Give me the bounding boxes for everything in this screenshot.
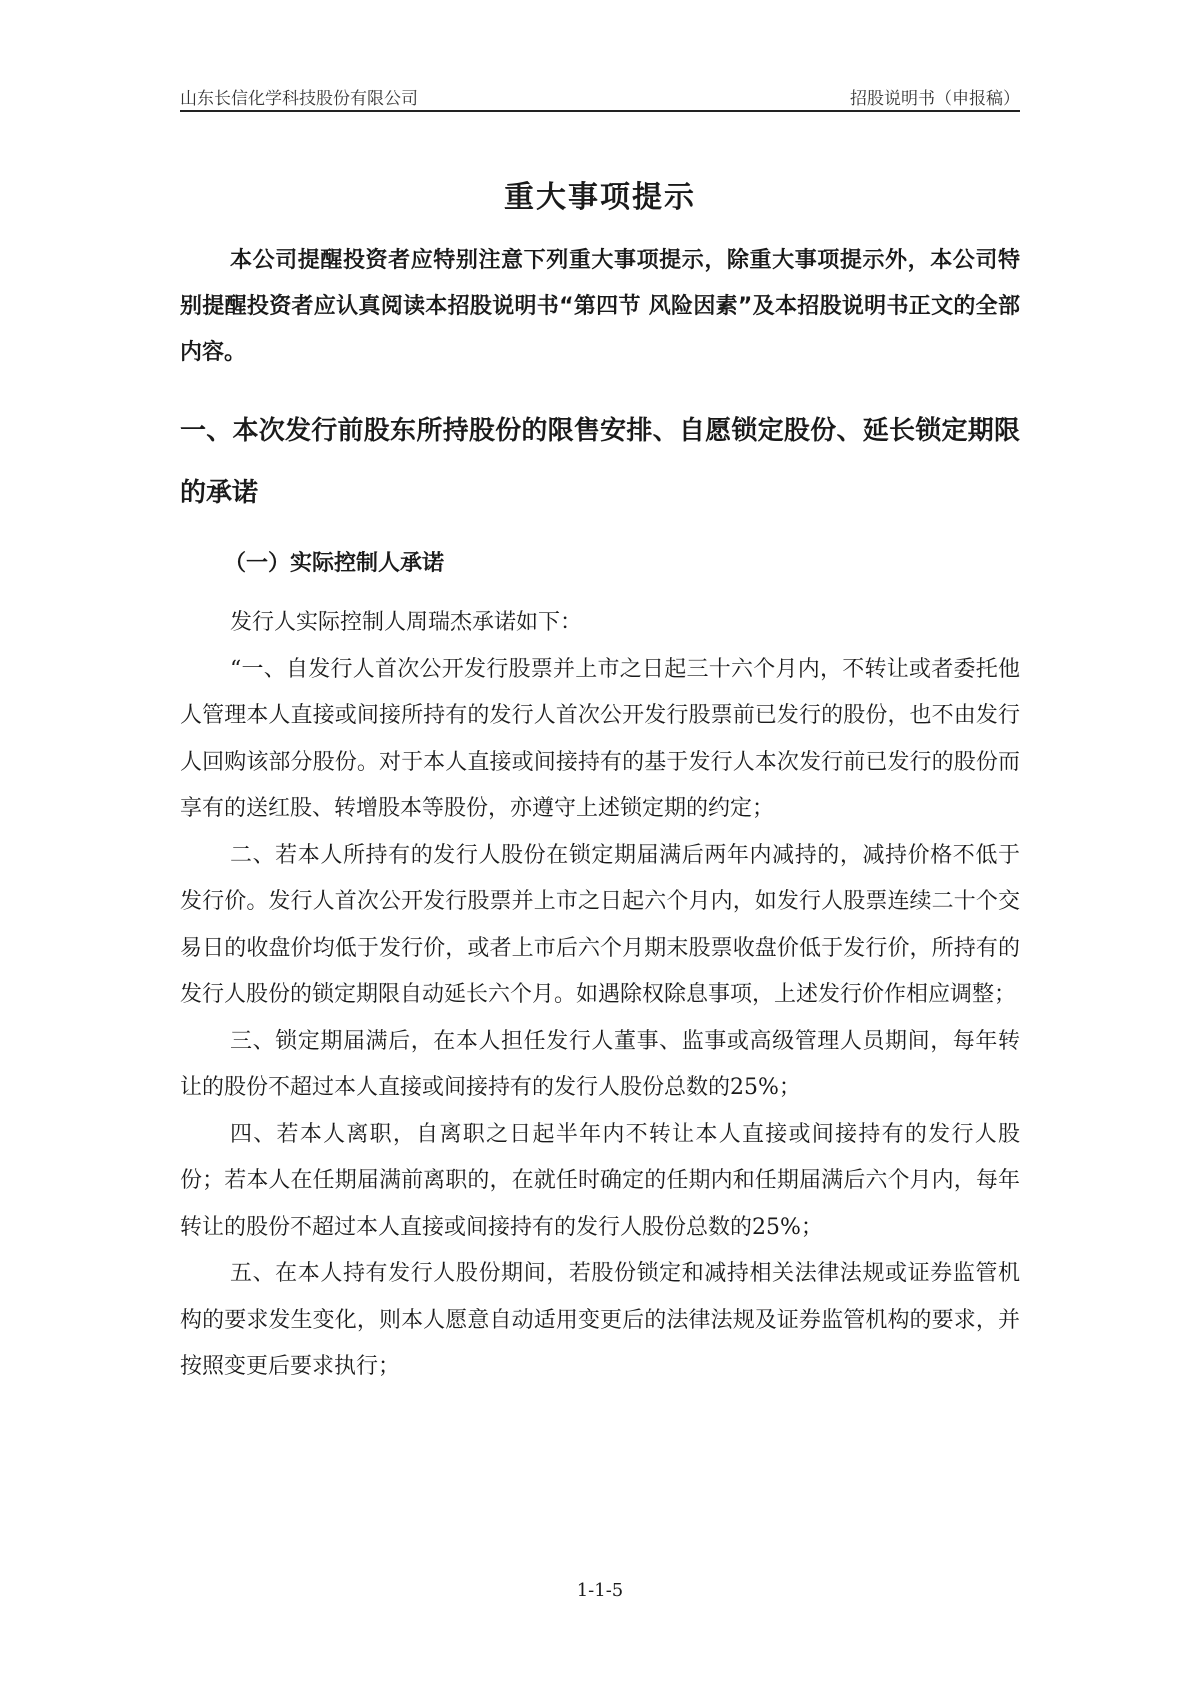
subsection-heading-1: （一）实际控制人承诺 — [224, 551, 445, 576]
body-paragraph: “一、自发行人首次公开发行股票并上市之日起三十六个月内，不转让或者委托他人管理本人直接或间接所持有的发行人首次公开发行股票前已发行的股份，也不由发行人回购该部分股份。对于本人直接或间接持有的基于发行人本次发行前已发行的股份而享有的送红股、转增股本等股份，亦遵守上述锁定期的约定； — [180, 656, 1020, 821]
body-paragraph: 四、若本人离职，自离职之日起半年内不转让本人直接或间接持有的发行人股份；若本人在任期届满前离职的，在就任时确定的任期内和任期届满后六个月内，每年转让的股份不超过本人直接或间接持有的发行人股份总数的25%； — [180, 1121, 1020, 1240]
page-title: 重大事项提示 — [504, 180, 696, 215]
body-paragraph: 发行人实际控制人周瑞杰承诺如下： — [230, 610, 583, 635]
intro-paragraph: 本公司提醒投资者应特别注意下列重大事项提示，除重大事项提示外，本公司特别提醒投资者应认真阅读本招股说明书“第四节 风险因素”及本招股说明书正文的全部内容。 — [180, 248, 1020, 365]
body-paragraph: 五、在本人持有发行人股份期间，若股份锁定和减持相关法律法规或证券监管机构的要求发生变化，则本人愿意自动适用变更后的法律法规及证券监管机构的要求，并按照变更后要求执行； — [180, 1261, 1020, 1379]
header-document-type: 招股说明书（申报稿） — [850, 89, 1020, 109]
header-company-name: 山东长信化学科技股份有限公司 — [180, 89, 418, 109]
page-header — [180, 82, 1020, 112]
body-paragraph: 三、锁定期届满后，在本人担任发行人董事、监事或高级管理人员期间，每年转让的股份不超过本人直接或间接持有的发行人股份总数的25%； — [180, 1028, 1020, 1100]
document-page — [180, 0, 1020, 1683]
section-heading-1: 一、本次发行前股东所持股份的限售安排、自愿锁定股份、延长锁定期限的承诺 — [180, 416, 1020, 508]
subsection-body — [180, 600, 1020, 1391]
page-number: 1-1-5 — [576, 1580, 624, 1601]
body-paragraph: 二、若本人所持有的发行人股份在锁定期届满后两年内减持的，减持价格不低于发行价。发行人首次公开发行股票并上市之日起六个月内，如发行人股票连续二十个交易日的收盘价均低于发行价，或者上市后六个月期末股票收盘价低于发行价，所持有的发行人股份的锁定期限自动延长六个月。如遇除权除息事项，上述发行价作相应调整； — [180, 842, 1020, 1007]
